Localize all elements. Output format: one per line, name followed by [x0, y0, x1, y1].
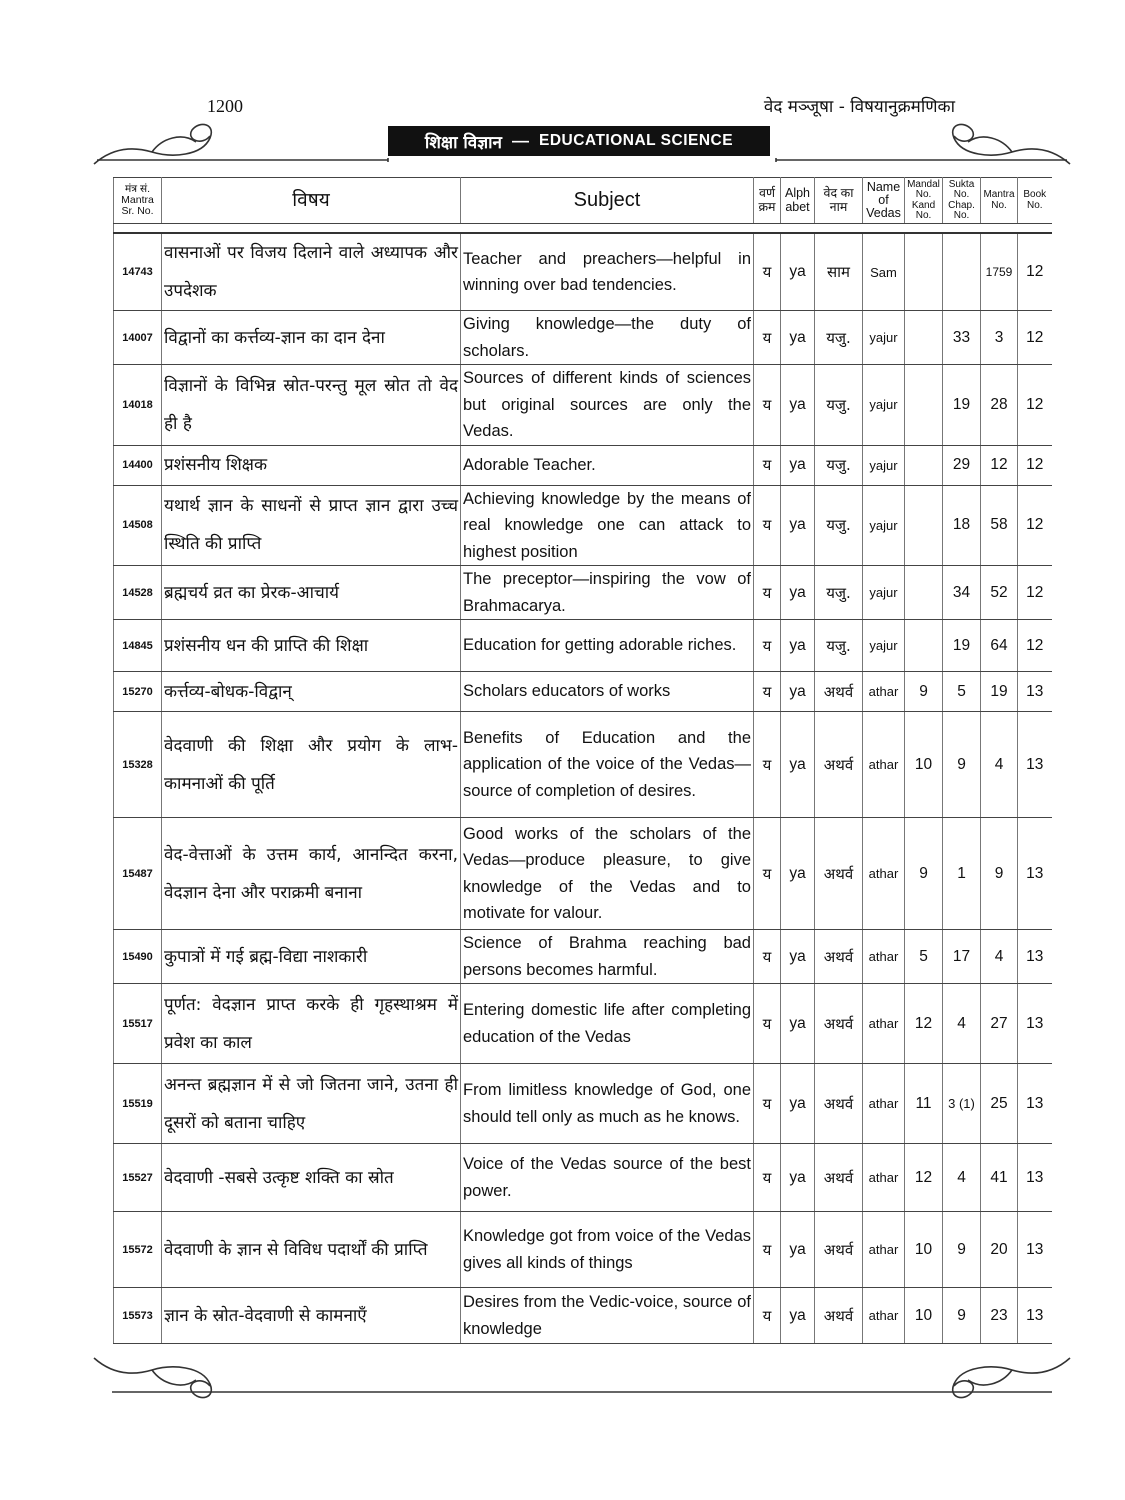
subject-cell: Adorable Teacher.	[461, 445, 754, 485]
varna-cell: य	[754, 1212, 781, 1288]
sukta-cell: 19	[943, 620, 981, 672]
ved-name-cell: यजु.	[815, 620, 863, 672]
mantra-sr-cell: 15527	[114, 1144, 162, 1212]
ved-name-cell: अथर्व	[815, 712, 863, 818]
ved-name-cell: यजु.	[815, 566, 863, 620]
vishay-cell: कुपात्रों में गई ब्रह्म-विद्या नाशकारी	[162, 930, 461, 984]
table-row	[114, 620, 1052, 672]
table-header-row	[114, 178, 1052, 224]
alphabet-cell: ya	[781, 445, 815, 485]
header-line: Mantra	[121, 193, 154, 206]
name-of-veda-cell: Sam	[863, 233, 905, 311]
varna-cell: य	[754, 1064, 781, 1144]
subject-cell: Achieving knowledge by the means of real knowledge one can attack to highest position	[461, 485, 754, 566]
ved-name-cell: यजु.	[815, 365, 863, 446]
sukta-cell	[943, 233, 981, 311]
section-title-dash: —	[512, 131, 529, 150]
sukta-cell: 5	[943, 672, 981, 712]
col-header-mandal	[905, 178, 943, 224]
mantra-sr-cell: 15517	[114, 984, 162, 1064]
table-row	[114, 365, 1052, 446]
name-of-veda-cell: yajur	[863, 620, 905, 672]
vishay-cell: विद्वानों का कर्त्तव्य-ज्ञान का दान देना	[162, 311, 461, 365]
mandal-cell	[905, 311, 943, 365]
table-row	[114, 233, 1052, 311]
vishay-cell: वेदवाणी के ज्ञान से विविध पदार्थों की प्राप्ति	[162, 1212, 461, 1288]
mantra-no-cell: 23	[981, 1288, 1018, 1344]
mandal-cell: 9	[905, 818, 943, 930]
mantra-no-cell: 52	[981, 566, 1018, 620]
mantra-no-cell: 12	[981, 445, 1018, 485]
name-of-veda-cell: athar	[863, 818, 905, 930]
name-of-veda-cell: athar	[863, 984, 905, 1064]
sukta-cell: 19	[943, 365, 981, 446]
name-of-veda-cell: athar	[863, 712, 905, 818]
book-no-cell: 13	[1018, 1144, 1052, 1212]
section-title-hindi: शिक्षा विज्ञान	[424, 132, 502, 153]
mantra-no-cell: 28	[981, 365, 1018, 446]
alphabet-cell: ya	[781, 1212, 815, 1288]
mandal-cell: 11	[905, 1064, 943, 1144]
mantra-sr-cell: 15572	[114, 1212, 162, 1288]
mantra-sr-cell: 14845	[114, 620, 162, 672]
subject-cell: Education for getting adorable riches.	[461, 620, 754, 672]
subject-cell: Desires from the Vedic-voice, source of knowledge	[461, 1288, 754, 1344]
header-line: Kand	[911, 199, 936, 211]
col-header-ved-name	[815, 178, 863, 224]
mantra-no-cell: 64	[981, 620, 1018, 672]
mantra-sr-cell: 14018	[114, 365, 162, 446]
ved-name-cell: अथर्व	[815, 930, 863, 984]
book-no-cell: 13	[1018, 672, 1052, 712]
mantra-no-cell: 1759	[981, 233, 1018, 311]
vishay-cell: यथार्थ ज्ञान के साधनों से प्राप्त ज्ञान द्वारा उच्च स्थिति की प्राप्ति	[162, 485, 461, 566]
name-of-veda-cell: athar	[863, 1288, 905, 1344]
mandal-cell: 10	[905, 712, 943, 818]
header-line: मंत्र सं.	[124, 182, 150, 195]
book-no-cell: 12	[1018, 311, 1052, 365]
sukta-cell: 9	[943, 1212, 981, 1288]
book-no-cell: 13	[1018, 930, 1052, 984]
subject-cell: The preceptor—inspiring the vow of Brahmacarya.	[461, 566, 754, 620]
mandal-cell: 10	[905, 1212, 943, 1288]
book-no-cell: 13	[1018, 1212, 1052, 1288]
mandal-cell	[905, 233, 943, 311]
varna-cell: य	[754, 712, 781, 818]
col-header-vishay: विषय	[162, 178, 461, 224]
mantra-no-cell: 58	[981, 485, 1018, 566]
name-of-veda-cell: athar	[863, 672, 905, 712]
vishay-cell: विज्ञानों के विभिन्न स्रोत-परन्तु मूल स्रोत तो वेद ही है	[162, 365, 461, 446]
name-of-veda-cell: yajur	[863, 485, 905, 566]
name-of-veda-cell: yajur	[863, 311, 905, 365]
header-line: abet	[785, 199, 810, 214]
varna-cell: य	[754, 930, 781, 984]
header-line: नाम	[829, 199, 848, 214]
col-header-mantra-sr	[114, 178, 162, 224]
subject-cell: Voice of the Vedas source of the best power.	[461, 1144, 754, 1212]
book-no-cell: 12	[1018, 365, 1052, 446]
sukta-cell: 3 (1)	[943, 1064, 981, 1144]
mandal-cell	[905, 445, 943, 485]
subject-cell: Benefits of Education and the application of the voice of the Vedas—source of completion of desires.	[461, 712, 754, 818]
book-no-cell: 12	[1018, 233, 1052, 311]
sukta-cell: 9	[943, 1288, 981, 1344]
vishay-cell: वेद-वेत्ताओं के उत्तम कार्य, आनन्दित करना, वेदज्ञान देना और पराक्रमी बनाना	[162, 818, 461, 930]
mantra-sr-cell: 14508	[114, 485, 162, 566]
ved-name-cell: साम	[815, 233, 863, 311]
table-row	[114, 672, 1052, 712]
mandal-cell: 10	[905, 1288, 943, 1344]
book-no-cell: 12	[1018, 445, 1052, 485]
table-body	[114, 224, 1052, 1344]
table-row	[114, 1212, 1052, 1288]
header-line: Sukta	[948, 178, 975, 190]
table-row	[114, 930, 1052, 984]
vishay-cell: वेदवाणी की शिक्षा और प्रयोग के लाभ-कामनाओं की पूर्ति	[162, 712, 461, 818]
header-spacer	[114, 224, 1052, 234]
col-header-name-of-vedas	[863, 178, 905, 224]
subject-index-table	[113, 177, 1052, 1344]
running-head: वेद मञ्जूषा - विषयानुक्रमणिका	[763, 97, 955, 117]
varna-cell: य	[754, 620, 781, 672]
sukta-cell: 4	[943, 1144, 981, 1212]
subject-cell: Scholars educators of works	[461, 672, 754, 712]
vishay-cell: पूर्णत: वेदज्ञान प्राप्त करके ही गृहस्थाश्रम में प्रवेश का काल	[162, 984, 461, 1064]
alphabet-cell: ya	[781, 1288, 815, 1344]
sukta-cell: 18	[943, 485, 981, 566]
mantra-no-cell: 20	[981, 1212, 1018, 1288]
mantra-no-cell: 3	[981, 311, 1018, 365]
header-line: No.	[953, 210, 970, 221]
header-line: No.	[1026, 199, 1043, 211]
subject-cell: Giving knowledge—the duty of scholars.	[461, 311, 754, 365]
table-row	[114, 1288, 1052, 1344]
varna-cell: य	[754, 311, 781, 365]
subject-cell: Knowledge got from voice of the Vedas gives all kinds of things	[461, 1212, 754, 1288]
ved-name-cell: अथर्व	[815, 818, 863, 930]
ved-name-cell: अथर्व	[815, 1064, 863, 1144]
sukta-cell: 17	[943, 930, 981, 984]
header-line: Sr. No.	[121, 205, 154, 217]
table-row	[114, 1144, 1052, 1212]
header-line: No.	[915, 210, 932, 221]
ved-name-cell: यजु.	[815, 485, 863, 566]
alphabet-cell: ya	[781, 311, 815, 365]
name-of-veda-cell: yajur	[863, 445, 905, 485]
alphabet-cell: ya	[781, 233, 815, 311]
header-line: Mantra	[983, 189, 1015, 200]
book-no-cell: 12	[1018, 620, 1052, 672]
mandal-cell: 12	[905, 1144, 943, 1212]
header-line: Vedas	[866, 206, 901, 221]
mandal-cell: 12	[905, 984, 943, 1064]
ved-name-cell: अथर्व	[815, 1144, 863, 1212]
book-no-cell: 13	[1018, 818, 1052, 930]
mantra-no-cell: 41	[981, 1144, 1018, 1212]
book-no-cell: 13	[1018, 1064, 1052, 1144]
col-header-subject: Subject	[461, 178, 754, 224]
col-header-book-no	[1018, 178, 1052, 224]
subject-cell: From limitless knowledge of God, one should tell only as much as he knows.	[461, 1064, 754, 1144]
book-no-cell: 13	[1018, 1288, 1052, 1344]
sukta-cell: 29	[943, 445, 981, 485]
sukta-cell: 1	[943, 818, 981, 930]
vishay-cell: प्रशंसनीय शिक्षक	[162, 445, 461, 485]
varna-cell: य	[754, 485, 781, 566]
mantra-no-cell: 4	[981, 712, 1018, 818]
subject-cell: Sources of different kinds of sciences but original sources are only the Vedas.	[461, 365, 754, 446]
header-line: of	[878, 192, 889, 207]
name-of-veda-cell: yajur	[863, 566, 905, 620]
varna-cell: य	[754, 566, 781, 620]
sukta-cell: 9	[943, 712, 981, 818]
book-no-cell: 12	[1018, 485, 1052, 566]
alphabet-cell: ya	[781, 1064, 815, 1144]
mantra-sr-cell: 15328	[114, 712, 162, 818]
varna-cell: य	[754, 1288, 781, 1344]
header-line: No.	[991, 199, 1007, 211]
bottom-scroll-ornament	[92, 1352, 1072, 1404]
vishay-cell: कर्त्तव्य-बोधक-विद्वान्	[162, 672, 461, 712]
mantra-sr-cell: 15490	[114, 930, 162, 984]
mantra-sr-cell: 14400	[114, 445, 162, 485]
name-of-veda-cell: athar	[863, 1144, 905, 1212]
section-title	[388, 126, 770, 156]
col-header-alphabet	[781, 178, 815, 224]
book-no-cell: 12	[1018, 566, 1052, 620]
mandal-cell	[905, 620, 943, 672]
alphabet-cell: ya	[781, 984, 815, 1064]
ved-name-cell: अथर्व	[815, 984, 863, 1064]
header-line: वर्ण	[759, 186, 775, 201]
mantra-sr-cell: 15487	[114, 818, 162, 930]
mandal-cell	[905, 365, 943, 446]
varna-cell: य	[754, 233, 781, 311]
varna-cell: य	[754, 445, 781, 485]
vishay-cell: ब्रह्मचर्य व्रत का प्रेरक-आचार्य	[162, 566, 461, 620]
mantra-sr-cell: 14528	[114, 566, 162, 620]
vishay-cell: वासनाओं पर विजय दिलाने वाले अध्यापक और उपदेशक	[162, 233, 461, 311]
mantra-sr-cell: 15573	[114, 1288, 162, 1344]
header-line: No.	[953, 189, 970, 200]
table-row	[114, 712, 1052, 818]
mandal-cell	[905, 485, 943, 566]
header-line: Name	[866, 179, 901, 194]
page-number: 1200	[207, 96, 243, 116]
header-line: Mandal	[907, 178, 940, 190]
sukta-cell: 34	[943, 566, 981, 620]
mantra-no-cell: 19	[981, 672, 1018, 712]
vishay-cell: ज्ञान के स्रोत-वेदवाणी से कामनाएँ	[162, 1288, 461, 1344]
table-row	[114, 818, 1052, 930]
header-line: क्रम	[758, 199, 776, 214]
header-line: No.	[915, 189, 932, 200]
table-row	[114, 1064, 1052, 1144]
sukta-cell: 4	[943, 984, 981, 1064]
table-row	[114, 311, 1052, 365]
section-title-english: EDUCATIONAL SCIENCE	[539, 132, 734, 149]
varna-cell: य	[754, 818, 781, 930]
ved-name-cell: अथर्व	[815, 1212, 863, 1288]
name-of-veda-cell: athar	[863, 1212, 905, 1288]
mandal-cell: 9	[905, 672, 943, 712]
mantra-sr-cell: 14743	[114, 233, 162, 311]
mandal-cell: 5	[905, 930, 943, 984]
varna-cell: य	[754, 672, 781, 712]
alphabet-cell: ya	[781, 566, 815, 620]
mantra-no-cell: 27	[981, 984, 1018, 1064]
book-no-cell: 13	[1018, 712, 1052, 818]
name-of-veda-cell: yajur	[863, 365, 905, 446]
mantra-no-cell: 4	[981, 930, 1018, 984]
name-of-veda-cell: athar	[863, 1064, 905, 1144]
alphabet-cell: ya	[781, 818, 815, 930]
mantra-sr-cell: 15519	[114, 1064, 162, 1144]
alphabet-cell: ya	[781, 365, 815, 446]
header-line: Chap.	[948, 199, 975, 211]
ved-name-cell: यजु.	[815, 311, 863, 365]
header-line: Alph	[784, 186, 811, 201]
varna-cell: य	[754, 984, 781, 1064]
ved-name-cell: अथर्व	[815, 672, 863, 712]
vishay-cell: प्रशंसनीय धन की प्राप्ति की शिक्षा	[162, 620, 461, 672]
table-row	[114, 984, 1052, 1064]
alphabet-cell: ya	[781, 1144, 815, 1212]
ved-name-cell: अथर्व	[815, 1288, 863, 1344]
table-row	[114, 485, 1052, 566]
mandal-cell	[905, 566, 943, 620]
varna-cell: य	[754, 1144, 781, 1212]
subject-cell: Good works of the scholars of the Vedas—produce pleasure, to give knowledge of the Vedas and to motivate for valour.	[461, 818, 754, 930]
col-header-varna	[754, 178, 781, 224]
col-header-sukta	[943, 178, 981, 224]
spacer-cell	[114, 224, 1052, 234]
ved-name-cell: यजु.	[815, 445, 863, 485]
sukta-cell: 33	[943, 311, 981, 365]
alphabet-cell: ya	[781, 930, 815, 984]
alphabet-cell: ya	[781, 485, 815, 566]
name-of-veda-cell: athar	[863, 930, 905, 984]
varna-cell: य	[754, 365, 781, 446]
alphabet-cell: ya	[781, 712, 815, 818]
col-header-mantra-no	[981, 178, 1018, 224]
header-line: वेद का	[823, 186, 854, 201]
subject-cell: Teacher and preachers—helpful in winning over bad tendencies.	[461, 233, 754, 311]
subject-cell: Entering domestic life after completing education of the Vedas	[461, 984, 754, 1064]
header-line: Book	[1023, 189, 1047, 200]
vishay-cell: वेदवाणी -सबसे उत्कृष्ट शक्ति का स्रोत	[162, 1144, 461, 1212]
vishay-cell: अनन्त ब्रह्मज्ञान में से जो जितना जाने, उतना ही दूसरों को बताना चाहिए	[162, 1064, 461, 1144]
alphabet-cell: ya	[781, 620, 815, 672]
book-no-cell: 13	[1018, 984, 1052, 1064]
mantra-sr-cell: 15270	[114, 672, 162, 712]
subject-cell: Science of Brahma reaching bad persons becomes harmful.	[461, 930, 754, 984]
table-row	[114, 566, 1052, 620]
mantra-sr-cell: 14007	[114, 311, 162, 365]
alphabet-cell: ya	[781, 672, 815, 712]
mantra-no-cell: 25	[981, 1064, 1018, 1144]
table-row	[114, 445, 1052, 485]
mantra-no-cell: 9	[981, 818, 1018, 930]
